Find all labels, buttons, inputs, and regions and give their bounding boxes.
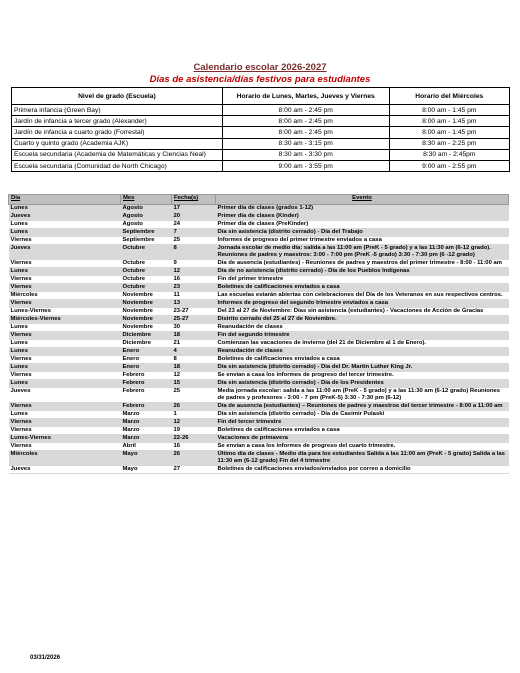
event-description-cell: Comienzan las vacaciones de invierno (del 21 de Diciembre al 1 de Enero).	[216, 340, 509, 348]
hours-row	[12, 149, 510, 160]
event-row	[9, 466, 509, 474]
event-description-cell: Día de ausencia (estudiantes) - Reuniones de padres y maestros del primer trimestre - 8:00 - 11:00 am	[216, 260, 509, 268]
event-date-cell: 18	[172, 332, 216, 340]
school-hours-table	[11, 87, 510, 172]
event-description-cell: Se envían a casa los informes de progreso del cuarto trimestre.	[216, 443, 509, 451]
event-description-cell: Boletines de calificaciones enviados/enviados por correo a domicilio	[216, 466, 509, 474]
event-date-cell: 18	[172, 364, 216, 372]
event-description-cell: Primer día de clases (grados 1-12)	[216, 205, 509, 213]
event-month-cell: Diciembre	[121, 340, 172, 348]
event-description-cell: Boletines de calificaciones enviados a casa	[216, 284, 509, 292]
event-month-cell: Mayo	[121, 466, 172, 474]
event-day-cell: Lunes	[9, 268, 121, 276]
event-date-cell: 7	[172, 229, 216, 237]
weekday-hours-cell: 8:00 am - 2:45 pm	[222, 105, 389, 116]
event-month-cell: Enero	[121, 356, 172, 364]
event-description-cell: Boletines de calificaciones enviados a casa	[216, 427, 509, 435]
event-row	[9, 443, 509, 451]
event-month-cell: Noviembre	[121, 316, 172, 324]
event-row	[9, 324, 509, 332]
event-date-cell: 8	[172, 245, 216, 260]
event-row	[9, 308, 509, 316]
event-day-cell: Lunes-Viernes	[9, 435, 121, 443]
event-description-cell: Informes de progreso del segundo trimestre enviados a casa	[216, 300, 509, 308]
event-date-cell: 11	[172, 292, 216, 300]
event-day-cell: Viernes	[9, 372, 121, 380]
event-month-cell: Noviembre	[121, 324, 172, 332]
event-date-cell: 21	[172, 340, 216, 348]
event-month-cell: Noviembre	[121, 308, 172, 316]
event-row	[9, 300, 509, 308]
document-date: 03/31/2026	[30, 655, 61, 661]
event-day-cell: Jueves	[9, 245, 121, 260]
event-date-cell: 12	[172, 419, 216, 427]
event-row	[9, 221, 509, 229]
event-row	[9, 229, 509, 237]
weekday-hours-header: Horario de Lunes, Martes, Jueves y Viernes	[222, 88, 389, 105]
event-month-cell: Noviembre	[121, 300, 172, 308]
wednesday-hours-header: Horario del Miércoles	[389, 88, 509, 105]
wednesday-hours-cell: 8:00 am - 1:45 pm	[389, 105, 509, 116]
event-description-cell: Distrito cerrado del 25 al 27 de Noviembre.	[216, 316, 509, 324]
event-row	[9, 364, 509, 372]
event-description-cell: Primer día de clases (PreKinder)	[216, 221, 509, 229]
grade-level-header: Nivel de grado (Escuela)	[12, 88, 223, 105]
event-date-cell: 20	[172, 213, 216, 221]
event-row	[9, 411, 509, 419]
event-month-cell: Agosto	[121, 205, 172, 213]
event-day-cell: Viernes	[9, 356, 121, 364]
weekday-hours-cell: 9:00 am - 3:55 pm	[222, 160, 389, 171]
event-row	[9, 332, 509, 340]
event-month-cell: Octubre	[121, 245, 172, 260]
event-month-cell: Agosto	[121, 221, 172, 229]
event-row	[9, 213, 509, 221]
event-month-cell: Abril	[121, 443, 172, 451]
event-day-cell: Viernes	[9, 427, 121, 435]
event-month-cell: Febrero	[121, 372, 172, 380]
event-description-cell: Informes de progreso del primer trimestre enviados a casa	[216, 237, 509, 245]
hours-header-row	[12, 88, 510, 105]
event-day-cell: Lunes	[9, 324, 121, 332]
event-month-cell: Octubre	[121, 260, 172, 268]
event-day-cell: Lunes	[9, 348, 121, 356]
event-day-cell: Viernes	[9, 284, 121, 292]
event-day-cell: Lunes	[9, 411, 121, 419]
event-date-cell: 12	[172, 372, 216, 380]
event-description-cell: Fin del tercer trimestre	[216, 419, 509, 427]
event-row	[9, 237, 509, 245]
event-description-cell: Fin del segundo trimestre	[216, 332, 509, 340]
event-date-cell: 25	[172, 388, 216, 403]
event-month-cell: Enero	[121, 364, 172, 372]
event-row	[9, 292, 509, 300]
event-day-cell: Lunes	[9, 380, 121, 388]
grade-level-cell: Escuela secundaria (Academia de Matemáticas y Ciencias Neal)	[12, 149, 223, 160]
event-row	[9, 268, 509, 276]
event-date-cell: 12	[172, 268, 216, 276]
event-description-cell: Reanudación de clases	[216, 324, 509, 332]
event-month-cell: Mayo	[121, 451, 172, 466]
day-header: Día	[9, 195, 121, 205]
grade-level-cell: Escuela secundaria (Comunidad de North Chicago)	[12, 160, 223, 171]
event-month-cell: Octubre	[121, 276, 172, 284]
event-date-cell: 25	[172, 237, 216, 245]
event-day-cell: Viernes	[9, 300, 121, 308]
events-table	[8, 194, 509, 474]
event-row	[9, 260, 509, 268]
hours-row	[12, 105, 510, 116]
calendar-subtitle: Días de asistencia/días festivos para estudiantes	[149, 74, 371, 85]
event-description-cell: Media jornada escolar: salida a las 11:00 am (PreK - 5 grado) y a las 11:30 am (6-12 grado) Reuniones de padres y profesores - 3:00 - 7 pm (PreK-5) 3:30 - 7:30 pm (6-12)	[216, 388, 509, 403]
event-date-cell: 24	[172, 221, 216, 229]
event-month-cell: Marzo	[121, 427, 172, 435]
event-month-cell: Agosto	[121, 213, 172, 221]
event-month-cell: Marzo	[121, 419, 172, 427]
event-day-cell: Jueves	[9, 388, 121, 403]
event-row	[9, 316, 509, 324]
event-description-cell: Día sin asistencia (distrito cerrado) - Día del Dr. Martin Luther King Jr.	[216, 364, 509, 372]
events-header-row	[9, 195, 509, 205]
event-day-cell: Viernes	[9, 237, 121, 245]
wednesday-hours-cell: 8:00 am - 1:45 pm	[389, 127, 509, 138]
weekday-hours-cell: 8:00 am - 2:45 pm	[222, 116, 389, 127]
wednesday-hours-cell: 8:00 am - 1:45 pm	[389, 116, 509, 127]
event-day-cell: Lunes	[9, 205, 121, 213]
event-month-cell: Marzo	[121, 435, 172, 443]
event-row	[9, 388, 509, 403]
event-row	[9, 356, 509, 364]
event-day-cell: Jueves	[9, 213, 121, 221]
event-month-cell: Septiembre	[121, 229, 172, 237]
event-month-cell: Octubre	[121, 268, 172, 276]
grade-level-cell: Cuarto y quinto grado (Academia AJK)	[12, 138, 223, 149]
event-month-cell: Octubre	[121, 284, 172, 292]
event-day-cell: Viernes	[9, 260, 121, 268]
grade-level-cell: Jardín de infancia a tercer grado (Alexander)	[12, 116, 223, 127]
event-date-cell: 9	[172, 260, 216, 268]
event-header: Evento	[216, 195, 509, 205]
event-month-cell: Septiembre	[121, 237, 172, 245]
event-month-cell: Enero	[121, 348, 172, 356]
event-row	[9, 340, 509, 348]
grade-level-cell: Jardín de infancia a cuarto grado (Forrestal)	[12, 127, 223, 138]
grade-level-cell: Primera infancia (Green Bay)	[12, 105, 223, 116]
event-day-cell: Miércoles-Viernes	[9, 316, 121, 324]
event-date-cell: 23-27	[172, 308, 216, 316]
event-day-cell: Viernes	[9, 443, 121, 451]
event-row	[9, 419, 509, 427]
hours-row	[12, 138, 510, 149]
event-description-cell: Día de ausencia (estudiantes) – Reuniones de padres y maestros del tercer trimestre - 8:00 a 11:00 am	[216, 403, 509, 411]
event-row	[9, 451, 509, 466]
event-row	[9, 435, 509, 443]
event-date-cell: 27	[172, 466, 216, 474]
event-row	[9, 284, 509, 292]
event-day-cell: Miércoles	[9, 451, 121, 466]
event-day-cell: Viernes	[9, 419, 121, 427]
month-header: Mes	[121, 195, 172, 205]
hours-row	[12, 127, 510, 138]
event-date-cell: 30	[172, 324, 216, 332]
event-day-cell: Lunes	[9, 229, 121, 237]
event-month-cell: Noviembre	[121, 292, 172, 300]
event-description-cell: Del 23 al 27 de Noviembre: Días sin asistencia (estudiantes) - Vacaciones de Acción de Gracias	[216, 308, 509, 316]
event-day-cell: Viernes	[9, 332, 121, 340]
hours-row	[12, 116, 510, 127]
event-date-cell: 19	[172, 427, 216, 435]
dates-header: Fecha(s)	[172, 195, 216, 205]
event-date-cell: 13	[172, 300, 216, 308]
wednesday-hours-cell: 8:30 am - 2:45pm	[389, 149, 509, 160]
calendar-title: Calendario escolar 2026-2027	[193, 62, 327, 73]
event-description-cell: Día sin asistencia (distrito cerrado) - Día de Casimir Pulaski	[216, 411, 509, 419]
event-description-cell: Vacaciones de primavera	[216, 435, 509, 443]
event-day-cell: Lunes	[9, 340, 121, 348]
event-month-cell: Febrero	[121, 403, 172, 411]
event-date-cell: 4	[172, 348, 216, 356]
event-date-cell: 17	[172, 205, 216, 213]
event-row	[9, 427, 509, 435]
event-row	[9, 380, 509, 388]
event-month-cell: Febrero	[121, 388, 172, 403]
event-row	[9, 205, 509, 213]
weekday-hours-cell: 8:30 am - 3:30 pm	[222, 149, 389, 160]
event-date-cell: 8	[172, 356, 216, 364]
event-day-cell: Viernes	[9, 276, 121, 284]
event-description-cell: Boletines de calificaciones enviados a casa	[216, 356, 509, 364]
event-description-cell: Fin del primer trimestre	[216, 276, 509, 284]
event-day-cell: Viernes	[9, 403, 121, 411]
event-description-cell: Día sin asistencia (distrito cerrado) - Día del Trabajo	[216, 229, 509, 237]
event-date-cell: 15	[172, 380, 216, 388]
event-date-cell: 16	[172, 443, 216, 451]
event-row	[9, 403, 509, 411]
wednesday-hours-cell: 8:30 am - 2:25 pm	[389, 138, 509, 149]
event-row	[9, 276, 509, 284]
event-description-cell: Último día de clases - Medio día para los estudiantes Salida a las 11:00 am (PreK - 5 grado) Salida a las 11:30 am (6-12 grado) Fin del 4 trimestre	[216, 451, 509, 466]
event-date-cell: 26	[172, 451, 216, 466]
event-date-cell: 25-27	[172, 316, 216, 324]
weekday-hours-cell: 8:00 am - 2:45 pm	[222, 127, 389, 138]
event-row	[9, 372, 509, 380]
event-row	[9, 245, 509, 260]
event-day-cell: Lunes	[9, 364, 121, 372]
weekday-hours-cell: 8:30 am - 3:15 pm	[222, 138, 389, 149]
event-date-cell: 26	[172, 403, 216, 411]
event-day-cell: Jueves	[9, 466, 121, 474]
event-date-cell: 1	[172, 411, 216, 419]
event-description-cell: Las escuelas estarán abiertas con celebraciones del Día de los Veteranos en sus respectivos centros.	[216, 292, 509, 300]
event-row	[9, 348, 509, 356]
event-month-cell: Diciembre	[121, 332, 172, 340]
event-description-cell: Día de no asistencia (distrito cerrado) - Día de los Pueblos Indígenas	[216, 268, 509, 276]
event-date-cell: 23	[172, 284, 216, 292]
event-description-cell: Reanudación de clases	[216, 348, 509, 356]
wednesday-hours-cell: 9:00 am - 2:55 pm	[389, 160, 509, 171]
event-day-cell: Lunes-Viernes	[9, 308, 121, 316]
event-month-cell: Marzo	[121, 411, 172, 419]
event-description-cell: Jornada escolar de medio día: salida a las 11:00 am (PreK - 5 grado) y a las 11:30 am (6-12 grado). Reuniones de padres y maestros: 3:00 - 7:00 pm (PreK -5 grado) 3:30 - 7:30 pm (6 -12 grado)	[216, 245, 509, 260]
event-day-cell: Miércoles	[9, 292, 121, 300]
event-date-cell: 16	[172, 276, 216, 284]
event-description-cell: Primer día de clases (Kinder)	[216, 213, 509, 221]
event-month-cell: Febrero	[121, 380, 172, 388]
event-description-cell: Se envían a casa los informes de progreso del tercer trimestre.	[216, 372, 509, 380]
event-day-cell: Lunes	[9, 221, 121, 229]
hours-row	[12, 160, 510, 171]
event-date-cell: 22-26	[172, 435, 216, 443]
event-description-cell: Día sin asistencia (distrito cerrado) - Día de los Presidentes	[216, 380, 509, 388]
